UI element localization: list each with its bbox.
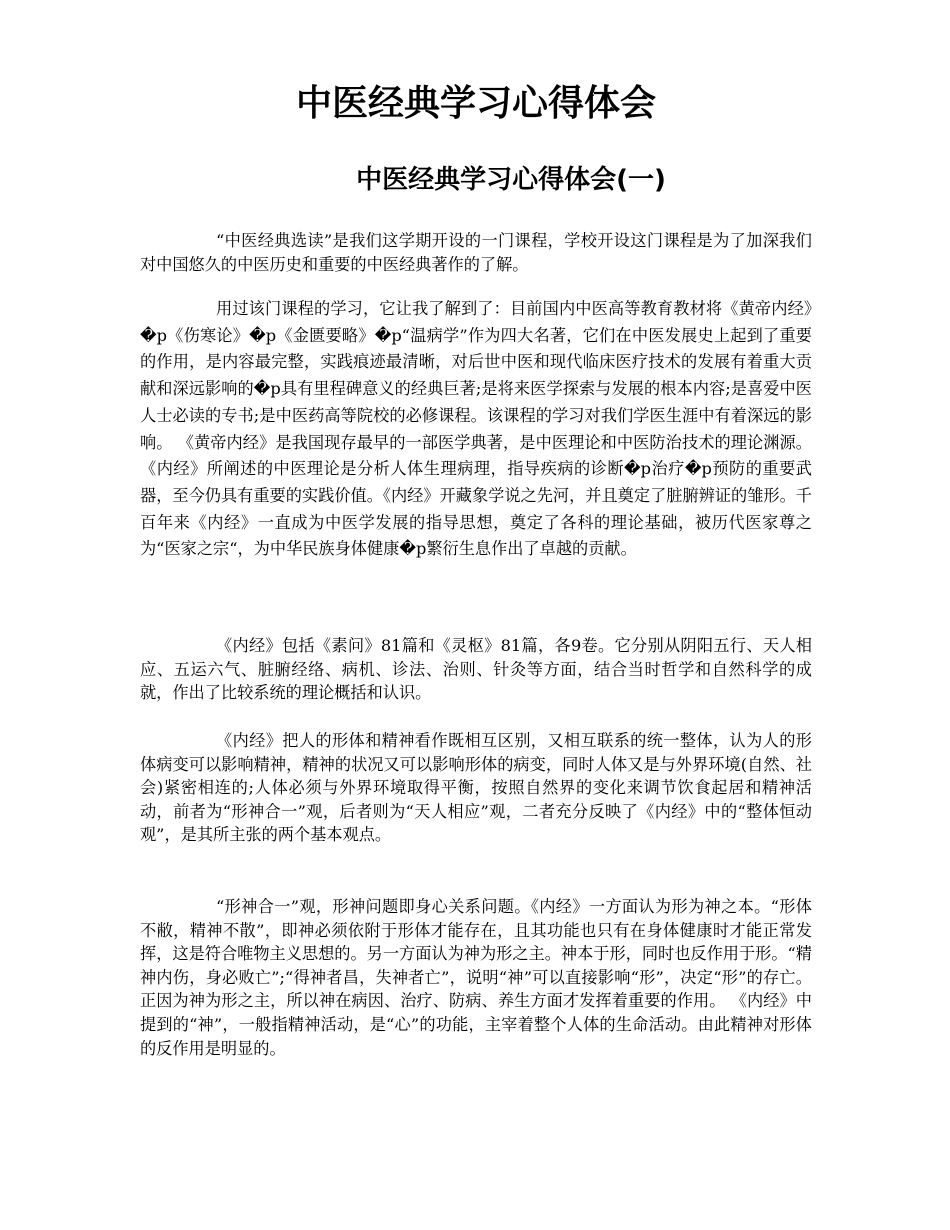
paragraph-3: 《内经》包括《素问》81篇和《灵枢》81篇，各9卷。它分别从阴阳五行、天人相应、五运六气、脏腑经络、病机、诊法、治则、针灸等方面，结合当时哲学和自然科学的成就，作出了比较系统的理论概括和认识。	[140, 636, 812, 703]
paragraph-2: 用过该门课程的学习，它让我了解到了：目前国内中医高等教育教材将《黄帝内经》�p《伤寒论》�p《金匮要略》�p“温病学”作为四大名著，它们在中医发展史上起到了重要的作用，是内容最完整，实践痕迹最清晰，对后世中医和现代临床医疗技术的发展有着重大贡献和深远影响的�p具有里程碑意义的经典巨著;是将来医学探索与发展的根本内容;是喜爱中医人士必读的专书;是中医药高等院校的必修课程。该课程的学习对我们学医生涯中有着深远的影响。 《黄帝内经》是我国现存最早的一部医学典著，是中医理论和中医防治技术的理论渊源。《内经》所阐述的中医理论是分析人体生理病理，指导疾病的诊断�p治疗�p预防的重要武器，至今仍具有重要的实践价值。《内经》开藏象学说之先河，并且奠定了脏腑辨证的雏形。千百年来《内经》一直成为中医学发展的指导思想，奠定了各科的理论基础，被历代医家尊之为“医家之宗“，为中华民族身体健康�p繁衍生息作出了卓越的贡献。	[140, 299, 812, 559]
paragraph-1: “中医经典选读”是我们这学期开设的一门课程，学校开设这门课程是为了加深我们对中国悠久的中医历史和重要的中医经典著作的了解。	[140, 231, 812, 274]
document-title: 中医经典学习心得体会	[295, 83, 656, 124]
paragraph-4: 《内经》把人的形体和精神看作既相互区别，又相互联系的统一整体，认为人的形体病变可以影响精神，精神的状况又可以影响形体的病变，同时人体又是与外界环境(自然、社会)紧密相连的;人体必须与外界环境取得平衡，按照自然界的变化来调节饮食起居和精神活动，前者为“形神合一”观，后者则为“天人相应”观，二者充分反映了《内经》中的“整体恒动观”，是其所主张的两个基本观点。	[140, 731, 812, 845]
paragraph-5: “形神合一”观，形神问题即身心关系问题。《内经》一方面认为形为神之本。“形体不敝，精神不散”，即神必须依附于形体才能存在，且其功能也只有在身体健康时才能正常发挥，这是符合唯物主义思想的。另一方面认为神为形之主。神本于形，同时也反作用于形。“精神内伤，身必败亡”;“得神者昌，失神者亡”，说明“神”可以直接影响“形”，决定“形”的存亡。正因为神为形之主，所以神在病因、治疗、防病、养生方面才发挥着重要的作用。 《内经》中提到的“神”，一般指精神活动，是“心”的功能，主宰着整个人体的生命活动。由此精神对形体的反作用是明显的。	[140, 897, 812, 1058]
document-subtitle: 中医经典学习心得体会(一)	[356, 165, 666, 195]
